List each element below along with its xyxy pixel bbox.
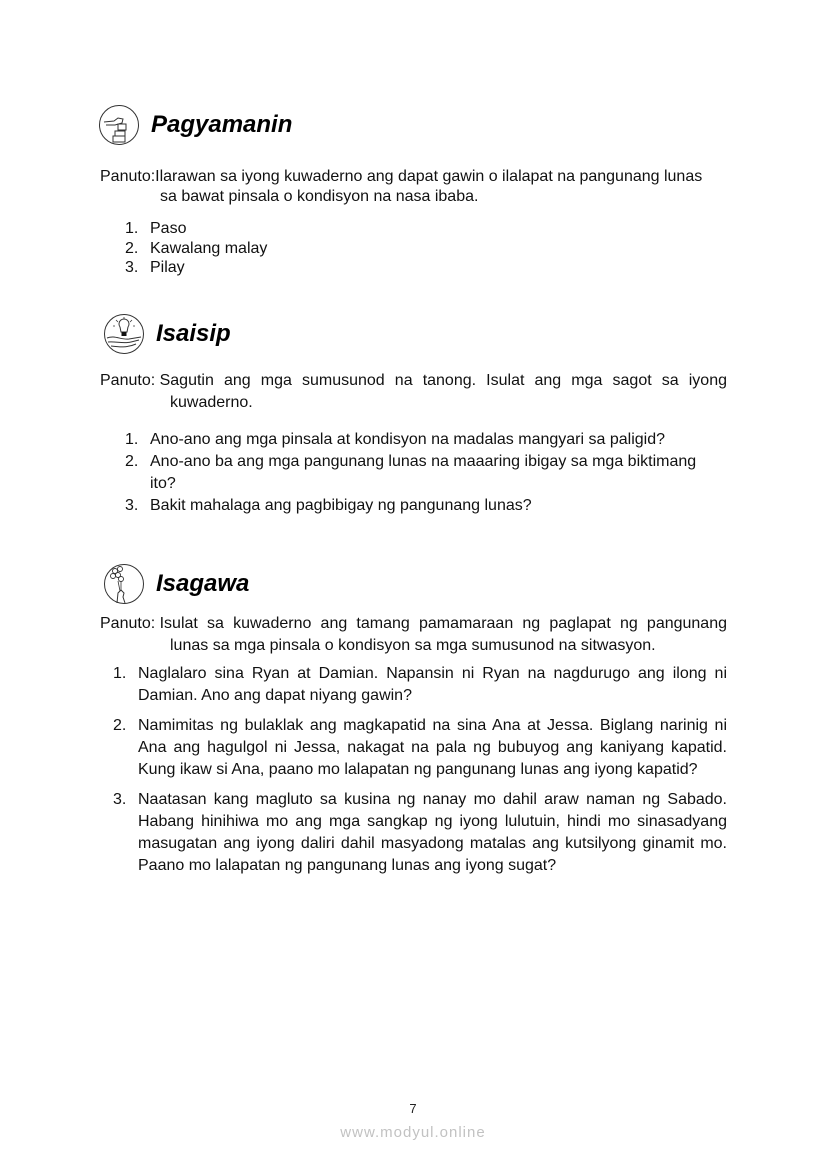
- panuto-label: Panuto:: [100, 615, 156, 632]
- lightbulb-in-hand-icon: [103, 313, 145, 355]
- list-item: 3. Bakit mahalaga ang pagbibigay ng pangunang lunas?: [125, 497, 532, 514]
- hands-stacking-blocks-icon: [98, 104, 140, 146]
- panuto-text-line-1: Ilarawan sa iyong kuwaderno ang dapat gawin o ilalapat na pangunang lunas: [155, 168, 703, 185]
- section-title: Pagyamanin: [151, 111, 293, 138]
- injury-list: [125, 219, 725, 278]
- section-title: Isagawa: [156, 570, 250, 597]
- list-item: 1. Naglalaro sina Ryan at Damian. Napansin ni Ryan na nagdurugo ang ilong ni Damian. Ano ang dapat niyang gawin?: [113, 665, 727, 704]
- question-list: [125, 429, 725, 517]
- section-header-isaisip: [103, 313, 231, 355]
- panuto-instructions: [100, 614, 727, 658]
- panuto-text-line-1: Sagutin ang mga sumusunod na tanong. Isulat ang mga sagot sa iyong: [159, 372, 727, 389]
- situation-list: [113, 663, 727, 877]
- list-item: 2. Ano-ano ba ang mga pangunang lunas na maaaring ibigay sa mga biktimang ito?: [125, 453, 697, 492]
- list-item: 1. Paso: [125, 220, 187, 237]
- section-header-isagawa: [103, 563, 249, 605]
- panuto-label: Panuto:: [100, 372, 156, 389]
- section-header-pagyamanin: [98, 104, 292, 146]
- panuto-label: Panuto:: [100, 168, 156, 185]
- panuto-instructions: [100, 371, 727, 415]
- list-item: 3. Pilay: [125, 259, 185, 276]
- list-item: 3. Naatasan kang magluto sa kusina ng nanay mo dahil araw naman ng Sabado. Habang hinihiwa mo ang mga sangkap ng iyong lulutuin, hindi mo sinasadyang masugatan ang iyong daliri dahil masyadong matalas ang kutsilyong ginamit mo. Paano mo lalapatan ng pangunang lunas ang iyong sugat?: [113, 791, 727, 874]
- panuto-text-line-1: Isulat sa kuwaderno ang tamang pamamaraan ng paglapat ng pangunang: [159, 615, 727, 632]
- panuto-text-line-2: lunas sa mga pinsala o kondisyon sa mga sumusunod na sitwasyon.: [170, 636, 656, 654]
- section-title: Isaisip: [156, 320, 231, 347]
- panuto-instructions: [100, 167, 727, 206]
- panuto-text-line-2: sa bawat pinsala o kondisyon na nasa ibaba.: [160, 187, 479, 205]
- list-item: 2. Namimitas ng bulaklak ang magkapatid na sina Ana at Jessa. Biglang narinig ni Ana ang hagulgol ni Jessa, nakagat na pala ng bubuyog ang kaniyang kapatid. Kung ikaw si Ana, paano mo lalapatan ng pangunang lunas ang iyong kapatid?: [113, 717, 727, 778]
- page-number: 7: [409, 1101, 417, 1116]
- list-item: 2. Kawalang malay: [125, 239, 268, 257]
- watermark: www.modyul.online: [340, 1124, 486, 1141]
- panuto-text-line-2: kuwaderno.: [170, 393, 253, 411]
- list-item: 1. Ano-ano ang mga pinsala at kondisyon na madalas mangyari sa paligid?: [125, 431, 665, 448]
- hand-holding-flowers-icon: [103, 563, 145, 605]
